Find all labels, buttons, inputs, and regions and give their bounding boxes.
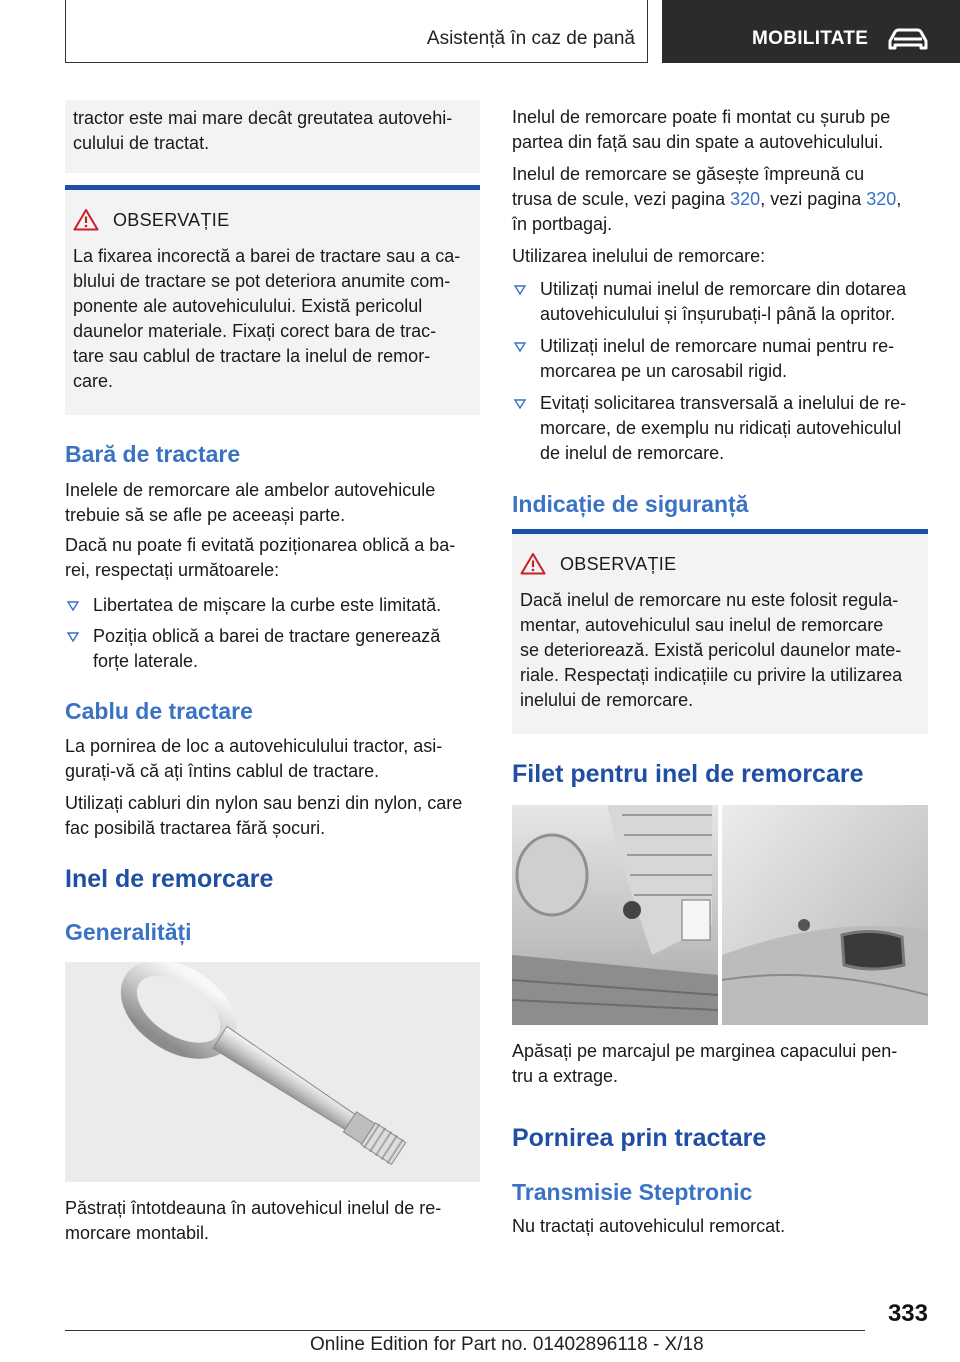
warning-text-2: Dacă inelul de remorcare nu este folosit regula- mentar, autovehiculul sau inelul de remorcare se deteriorează. Există pericolul daunelor mate- riale. Respectați indicațiile cu privire la utilizarea inelului de remorcare.: [520, 590, 903, 710]
bullet-triangle-icon: [512, 334, 528, 359]
continued-note-box: [65, 100, 480, 173]
tow-ring-illustration: [65, 962, 480, 1182]
steptronic-text: Nu tractați autovehiculul remorcat.: [512, 1216, 786, 1236]
page-link-320-a[interactable]: 320: [730, 189, 761, 209]
bullet-triangle-icon: [65, 624, 81, 649]
right-paragraph-2: [512, 162, 928, 237]
bar-bullet-1: Libertatea de mișcare la curbe este limitată.: [93, 595, 442, 615]
header-section-box: [65, 0, 648, 63]
footer-edition: Online Edition for Part no. 01402896118 - X/18: [310, 1334, 704, 1355]
bullet-triangle-icon: [65, 593, 81, 618]
right-paragraph-1: Inelul de remorcare poate fi montat cu șurub pe partea din față sau din spate a autovehiculului.: [512, 107, 891, 152]
warning-title-1: OBSERVAȚIE: [113, 210, 230, 230]
list-item: [512, 391, 928, 466]
list-item: [512, 334, 928, 384]
ring-caption: Păstrați întotdeauna în autovehicul inelul de re- morcare montabil.: [65, 1198, 442, 1243]
warning-text-1: La fixarea incorectă a barei de tractare sau a ca- blului de tractare se pot deteriora anumite com- ponente ale autovehiculului. Există pericolul daunelor materiale. Fixați corect bara de trac- tare sau cablul de tractare la inelul de remor- care.: [73, 246, 461, 391]
right-paragraph-2-c: , în portbagaj.: [512, 189, 902, 234]
warning-box-1: [65, 185, 480, 415]
heading-ring: Inel de remorcare: [65, 865, 274, 893]
bar-paragraph-2: Dacă nu poate fi evitată poziționarea oblică a ba- rei, respectați următoarele:: [65, 535, 456, 580]
heading-general: Generalități: [65, 919, 192, 945]
page-number: 333: [887, 1300, 928, 1327]
bullet-triangle-icon: [512, 391, 528, 416]
ring-bullet-3: Evitați solicitarea transversală a inelului de re- morcare, de exemplu nu ridicați autovehiculul de inelul de remorcare.: [540, 393, 907, 463]
header-chapter-title: MOBILITATE: [752, 28, 869, 49]
heading-bar: Bară de tractare: [65, 441, 241, 467]
warning-triangle-icon: [520, 552, 546, 575]
bullet-triangle-icon: [512, 277, 528, 302]
warning-triangle-icon: [73, 208, 99, 231]
ring-bullet-1: Utilizați numai inelul de remorcare din dotarea autovehiculului și înșurubați-l până la opritor.: [540, 279, 907, 324]
heading-thread: Filet pentru inel de remorcare: [512, 760, 864, 788]
header-section-title: Asistență în caz de pană: [426, 28, 635, 49]
heading-safety: Indicație de siguranță: [512, 491, 749, 517]
heading-steptronic: Transmisie Steptronic: [512, 1179, 753, 1205]
cable-paragraph-2: Utilizați cabluri din nylon sau benzi din nylon, care fac posibilă tractarea fără șocuri.: [65, 793, 463, 838]
footer-divider: [65, 1330, 865, 1331]
heading-tow-start: Pornirea prin tractare: [512, 1124, 767, 1152]
list-item: [65, 593, 480, 618]
bumper-drawing: [512, 805, 928, 1025]
bar-bullet-2: Poziția oblică a barei de tractare generează forțe laterale.: [93, 626, 441, 671]
bar-paragraph-1: Inelele de remorcare ale ambelor autovehicule trebuie să se afle pe aceeași parte.: [65, 480, 436, 525]
heading-cable: Cablu de tractare: [65, 698, 253, 724]
list-item: [512, 277, 928, 327]
right-paragraph-3: Utilizarea inelului de remorcare:: [512, 246, 766, 266]
warning-box-2: [512, 529, 928, 734]
list-item: [65, 624, 480, 674]
right-paragraph-2-a: Inelul de remorcare se găsește împreună cu trusa de scule, vezi pagina: [512, 164, 865, 209]
page-link-320-b[interactable]: 320: [866, 189, 897, 209]
car-icon: [886, 27, 930, 51]
ring-bullet-2: Utilizați inelul de remorcare numai pentru re- morcarea pe un carosabil rigid.: [540, 336, 895, 381]
header-chapter-box: [662, 0, 960, 63]
tow-ring-drawing: [65, 962, 480, 1182]
thread-caption: Apăsați pe marcajul pe marginea capacului pen- tru a extrage.: [512, 1041, 898, 1086]
cable-paragraph-1: La pornirea de loc a autovehiculului tractor, asi- gurați-vă că ați întins cablul de tractare.: [65, 736, 443, 781]
right-paragraph-2-b: , vezi pagina: [760, 189, 867, 209]
bumper-thread-photo: [512, 805, 928, 1025]
warning-title-2: OBSERVAȚIE: [560, 554, 677, 574]
continued-note-text: tractor este mai mare decât greutatea autovehi- culului de tractat.: [73, 108, 453, 153]
